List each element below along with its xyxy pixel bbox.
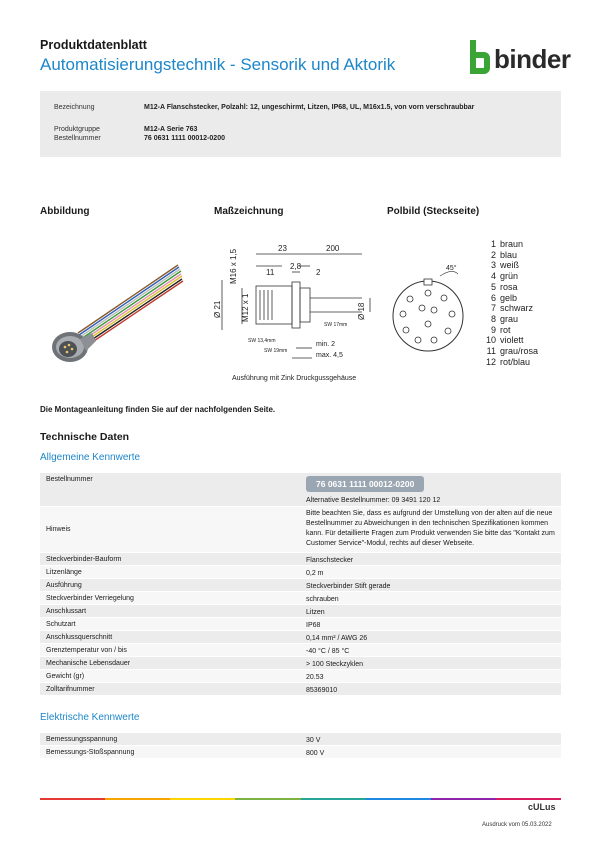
table-row: Bemessungs-Stoßspannung 800 V [40, 746, 561, 759]
alternative-order-number: Alternative Bestellnummer: 09 3491 120 12 [306, 497, 441, 504]
table-row: Anschlussart Litzen [40, 605, 561, 618]
color-strip-segment [105, 798, 170, 800]
technical-data-title: Technische Daten [40, 431, 130, 443]
row-label: Hinweis [46, 526, 71, 533]
table-row: Steckverbinder Verriegelung schrauben [40, 592, 561, 605]
footer-color-strip [40, 798, 561, 800]
color-strip-segment [301, 798, 366, 800]
info-row-produktgruppe [54, 126, 197, 133]
assembly-note: Die Montageanleitung finden Sie auf der nachfolgenden Seite. [40, 405, 276, 414]
table-row: Zolltarifnummer 85369010 [40, 683, 561, 696]
dim-11: 11 [266, 268, 275, 277]
hint-text: Bitte beachten Sie, dass es aufgrund der Umstellung von der alten auf die neue Bestellnummer zu Abweichungen in den technischen Spezifikationen kommen kann. Für detaillierte Fragen zum Produkt verwenden Sie bitte das "Kontakt zum Customer Service"-Modul, rechts auf dieser Webseite. [306, 510, 555, 547]
document-title: Produktdatenblatt [40, 38, 147, 52]
info-label: Produktgruppe [54, 126, 100, 133]
section-polbild: Polbild (Steckseite) [387, 206, 480, 217]
pin-legend-row: 1 braun [490, 239, 524, 249]
pin-legend-row: 9 rot [490, 324, 511, 335]
document-subtitle: Automatisierungstechnik - Sensorik und Aktorik [40, 55, 396, 74]
table-row: Steckverbinder-Bauform Flanschstecker [40, 553, 561, 566]
pin-legend-row: 8 grau [490, 313, 519, 324]
sw13-label: SW 13,4mm [248, 338, 276, 344]
logo-wordmark: binder [494, 44, 571, 74]
pin-legend-row: 5 rosa [490, 281, 518, 292]
table-row-bestellnummer [40, 473, 561, 507]
color-strip-segment [496, 798, 561, 800]
color-strip-segment [235, 798, 300, 800]
print-date: Ausdruck vom 05.03.2022 [482, 822, 552, 828]
drawing-caption: Ausführung mit Zink Druckgussgehäuse [232, 375, 357, 382]
pin-contacts [400, 290, 455, 343]
pin-legend-row: 4 grün [490, 271, 519, 282]
section-abbildung: Abbildung [40, 206, 90, 217]
pin-face [393, 281, 463, 351]
table-row: Grenztemperatur von / bis -40 °C / 85 °C [40, 644, 561, 657]
dim-200: 200 [326, 244, 340, 253]
table-row: Gewicht (gr) 20.53 [40, 670, 561, 683]
dimension-drawing [212, 236, 384, 386]
pin-legend-row: 10 violett [485, 335, 524, 346]
connector-body [52, 332, 96, 362]
binder-logo [470, 40, 571, 75]
product-image [40, 255, 190, 385]
info-label: Bezeichnung [54, 104, 95, 111]
product-info-box [40, 91, 561, 157]
sw19-label: SW 19mm [264, 348, 288, 354]
drawing-body [256, 286, 292, 324]
pin-legend-row: 2 blau [490, 249, 518, 260]
thread-m16: M16 x 1,5 [229, 248, 238, 284]
info-row-bestellnummer [54, 135, 225, 142]
color-strip-segment [366, 798, 431, 800]
coding-key [424, 279, 432, 285]
table-row: Anschlussquerschnitt 0,14 mm² / AWG 26 [40, 631, 561, 644]
drawing-flange [292, 282, 300, 328]
angle-label: 45° [446, 265, 457, 272]
dim-2: 2 [316, 268, 321, 277]
table-row: Mechanische Lebensdauer > 100 Steckzyklen [40, 657, 561, 670]
binder-logo-icon [470, 40, 490, 74]
diameter-21: Ø 21 [213, 300, 222, 318]
pin-legend-row: 3 weiß [490, 260, 520, 271]
row-label: Bestellnummer [46, 476, 93, 483]
info-value: 76 0631 1111 00012-0200 [144, 135, 225, 142]
color-strip-segment [40, 798, 105, 800]
dim-2-8: 2,8 [290, 262, 302, 271]
color-strip-segment [431, 798, 496, 800]
dim-23: 23 [278, 244, 287, 253]
ul-certification-mark: cULus [528, 802, 556, 812]
table-row: Schutzart IP68 [40, 618, 561, 631]
pin-legend-row: 7 schwarz [490, 303, 534, 314]
info-value: M12-A Flanschstecker, Polzahl: 12, ungeschirmt, Litzen, IP68, UL, M16x1.5, von vorn verschraubbar [144, 104, 475, 111]
info-label: Bestellnummer [54, 135, 101, 142]
max45-label: max. 4,5 [316, 352, 343, 359]
info-row-bezeichnung [54, 104, 474, 111]
drawing-nut [300, 288, 310, 322]
pin-legend-row: 12 rot/blau [485, 356, 531, 367]
pin-legend-row: 11 grau/rosa [486, 346, 539, 357]
table-row: Ausführung Steckverbinder Stift gerade [40, 579, 561, 592]
general-values-title: Allgemeine Kennwerte [40, 452, 141, 463]
pin-legend [484, 239, 538, 367]
section-masszeichnung: Maßzeichnung [214, 206, 284, 217]
wire-bundle [78, 265, 183, 347]
diameter-18: Ø 18 [357, 302, 366, 320]
general-values-table [40, 473, 561, 693]
info-value: M12-A Serie 763 [144, 126, 198, 133]
min2-label: min. 2 [316, 341, 336, 348]
electrical-values-table [40, 733, 561, 759]
order-number-badge: 76 0631 1111 00012-0200 [306, 476, 424, 492]
sw17-label: SW 17mm [324, 322, 348, 328]
thread-m12: M12 x 1 [241, 293, 250, 322]
electrical-values-title: Elektrische Kennwerte [40, 712, 140, 723]
color-strip-segment [170, 798, 235, 800]
pin-legend-row: 6 gelb [490, 292, 518, 303]
table-row: Bemessungsspannung 30 V [40, 733, 561, 746]
table-row: Litzenlänge 0,2 m [40, 566, 561, 579]
table-row-hinweis [40, 507, 561, 553]
